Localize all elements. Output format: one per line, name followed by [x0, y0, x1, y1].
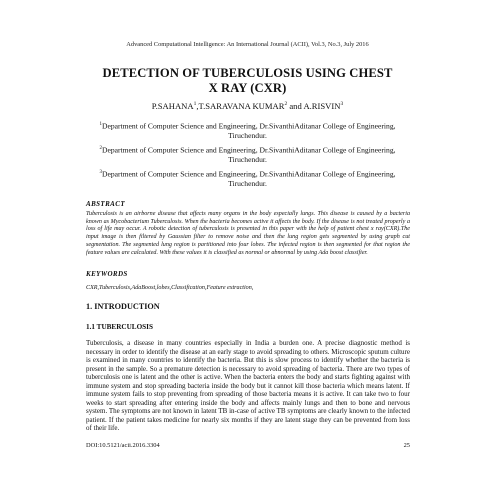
- affiliation-superscript: 3: [99, 170, 102, 175]
- subsection-heading-tuberculosis: 1.1 TUBERCULOSIS: [86, 323, 153, 331]
- abstract-heading: ABSTRACT: [86, 200, 125, 208]
- keywords-heading: KEYWORDS: [86, 270, 128, 278]
- affiliation-superscript: 1: [99, 122, 102, 127]
- keywords-text: CXR,Tuberculosis,AdaBoost,lobes,Classification,Feature extraction,: [86, 285, 254, 291]
- author-list: [0, 101, 495, 111]
- affiliation-superscript: 2: [99, 146, 102, 151]
- author-name: T.SARAVANA KUMAR: [198, 101, 285, 111]
- affiliation-text: Department of Computer Science and Engineering, Dr.SivanthiAditanar College of Engineering, Tiruchendur.: [101, 169, 396, 189]
- paper-title: [40, 66, 455, 96]
- author-conjunction: and: [287, 101, 304, 111]
- running-head: Advanced Computational Intelligence: An International Journal (ACII), Vol.3, No.3, July 2016: [126, 41, 369, 48]
- author-superscript: 3: [340, 101, 344, 108]
- doi-footer: DOI:10.5121/acii.2016.3304: [86, 442, 160, 449]
- abstract-text: Tuberculosis is an airborne disease that affects many organs in the body especially lungs. This disease is caused by a bacteria known as Mycobacterium Tuberculosis. When the bacteria becomes active it affects the body. If the disease is not treated properly a loss of life may occur. A robotic detection of tuberculosis is presented in this paper with the help of patient chest x ray(CXR).The input image is then filtered by Gaussian filter to remove noise and then the lung region gets segmented by using graph cut segmentation. The segmented lung region is partitioned into four lobes. The infected region is then segmented for that region the feature values are calculated. With these values it is classified as normal or abnormal by using Ada boost classifier.: [86, 211, 410, 256]
- affiliation-text: Department of Computer Science and Engineering, Dr.SivanthiAditanar College of Engineering, Tiruchendur.: [101, 121, 396, 141]
- title-line-1: DETECTION OF TUBERCULOSIS USING CHEST: [102, 66, 393, 80]
- author-separator: ,: [196, 101, 199, 111]
- affiliation-1: [90, 120, 405, 141]
- author-name: P.SAHANA: [151, 101, 194, 111]
- affiliation-3: [90, 168, 405, 189]
- section-heading-introduction: 1. INTRODUCTION: [86, 302, 160, 311]
- author-superscript: 2: [284, 101, 288, 108]
- affiliation-text: Department of Computer Science and Engineering, Dr.SivanthiAditanar College of Engineering, Tiruchendur.: [101, 145, 396, 165]
- title-line-2: X RAY (CXR): [208, 81, 287, 95]
- introduction-paragraph: Tuberculosis, a disease in many countries especially in India a burden one. A precise diagnostic method is necessary in order to identify the disease at an early stage to avoid spreading to others. Microscopic sputum culture is examined in many countries to identify the bacteria. But this is slow process to identify whether the bacteria is present in the sample. So a premature detection is necessary to avoid spreading of bacteria. There are two types of tuberculosis one is latent and the other is active. When the bacteria enters the body and starts fighting against with immune system and stop spreading bacteria inside the body but it cannot kill those bacteria which means latent. If immune system fails to stop preventing from spreading of those bacteria means it is active. It can take two to four weeks to start spreading after entering inside the body and affects mainly lungs and then to bone and nervous system. The symptoms are not known in latent TB in-case of active TB symptoms are clearly known to the infected patient. If the patient takes medicine for nearly six months if they are latent stage they can be prevented from loss of their life.: [86, 339, 410, 433]
- affiliation-2: [90, 144, 405, 165]
- page-number: 25: [403, 442, 410, 449]
- author-name: A.RISVIN: [303, 101, 341, 111]
- author-superscript: 1: [193, 101, 197, 108]
